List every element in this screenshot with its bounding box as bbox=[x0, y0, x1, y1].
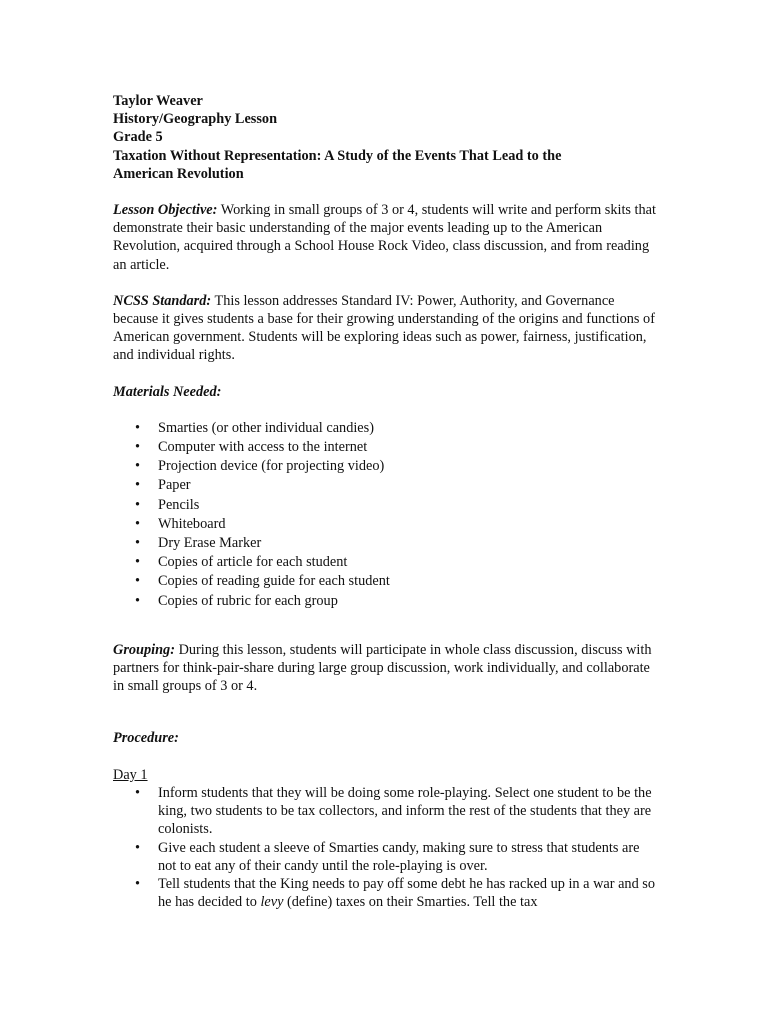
material-text: Whiteboard bbox=[158, 515, 226, 532]
list-item bbox=[113, 553, 658, 572]
document-header bbox=[113, 92, 658, 183]
lesson-objective-text: Working in small groups of 3 or 4, students will write and perform skits that demonstrate their basic understanding of the major events leading up to the American Revolution, acquired through a School House Rock Video, class discussion, and from reading an article. bbox=[113, 202, 656, 273]
material-text: Projection device (for projecting video) bbox=[158, 458, 385, 475]
list-item bbox=[113, 592, 658, 611]
list-item bbox=[113, 419, 658, 438]
materials-list bbox=[113, 419, 658, 611]
lesson-objective bbox=[113, 201, 658, 274]
list-item bbox=[113, 875, 658, 911]
ncss-standard-text: This lesson addresses Standard IV: Power, Authority, and Governance because it gives students a base for their growing understanding of the origins and functions of American government. Students will be exploring ideas such as power, fairness, justification, and individual rights. bbox=[113, 292, 655, 364]
procedure-step-text-end: (define) taxes on their Smarties. Tell the tax bbox=[283, 894, 538, 911]
material-text: Dry Erase Marker bbox=[158, 535, 262, 552]
list-item bbox=[113, 457, 658, 476]
list-item bbox=[113, 839, 658, 875]
list-item bbox=[113, 784, 658, 839]
procedure-step-text-start: Tell students that the King needs to pay off some debt he has racked up in a war and so he has decided to bbox=[158, 875, 656, 911]
materials-label: Materials Needed: bbox=[113, 383, 222, 400]
day-1-steps bbox=[113, 784, 658, 911]
bullet-icon: • bbox=[135, 535, 141, 552]
procedure-step-text: Inform students that they will be doing some role-playing. Select one student to be the king, two students to be tax collectors, and inform the rest of the students that they are colonists. bbox=[158, 784, 652, 838]
material-text: Pencils bbox=[158, 496, 200, 513]
bullet-icon: • bbox=[135, 477, 141, 494]
bullet-icon: • bbox=[135, 419, 141, 436]
levy-term: levy bbox=[260, 894, 284, 911]
material-text: Copies of reading guide for each student bbox=[158, 573, 390, 590]
material-text: Copies of article for each student bbox=[158, 554, 348, 571]
day-1-heading: Day 1 bbox=[113, 766, 148, 783]
materials-heading bbox=[113, 383, 658, 401]
grouping-label: Grouping: bbox=[113, 641, 175, 658]
procedure-label: Procedure: bbox=[113, 730, 179, 747]
material-text: Smarties (or other individual candies) bbox=[158, 419, 374, 436]
procedure-heading bbox=[113, 729, 658, 747]
lesson-title-line-1: Taxation Without Representation: A Study of the Events That Lead to the bbox=[113, 147, 562, 164]
material-text: Paper bbox=[158, 477, 191, 494]
bullet-icon: • bbox=[135, 875, 141, 892]
list-item bbox=[113, 572, 658, 591]
list-item bbox=[113, 534, 658, 553]
bullet-icon: • bbox=[135, 458, 141, 475]
lesson-plan-page bbox=[113, 92, 658, 911]
grouping-text: During this lesson, students will participate in whole class discussion, discuss with partners for think-pair-share during large group discussion, work individually, and collaborate in small groups of 3 or 4. bbox=[113, 641, 652, 695]
bullet-icon: • bbox=[135, 496, 141, 513]
bullet-icon: • bbox=[135, 439, 141, 456]
lesson-objective-label: Lesson Objective: bbox=[113, 202, 218, 219]
list-item bbox=[113, 476, 658, 495]
bullet-icon: • bbox=[135, 592, 141, 609]
bullet-icon: • bbox=[135, 573, 141, 590]
grade-level: Grade 5 bbox=[113, 129, 163, 146]
material-text: Computer with access to the internet bbox=[158, 439, 368, 456]
author-name: Taylor Weaver bbox=[113, 93, 203, 109]
bullet-icon: • bbox=[135, 515, 141, 532]
procedure-step-text: Give each student a sleeve of Smarties candy, making sure to stress that students are not to eat any of their candy until the role-playing is over. bbox=[158, 839, 640, 874]
bullet-icon: • bbox=[135, 784, 141, 801]
ncss-standard bbox=[113, 292, 658, 365]
lesson-subject: History/Geography Lesson bbox=[113, 111, 278, 128]
list-item bbox=[113, 496, 658, 515]
lesson-title-line-2: American Revolution bbox=[113, 165, 244, 182]
list-item bbox=[113, 515, 658, 534]
list-item bbox=[113, 438, 658, 457]
grouping-section bbox=[113, 641, 658, 696]
material-text: Copies of rubric for each group bbox=[158, 592, 338, 609]
ncss-standard-label: NCSS Standard: bbox=[113, 292, 212, 309]
bullet-icon: • bbox=[135, 554, 141, 571]
bullet-icon: • bbox=[135, 839, 141, 856]
